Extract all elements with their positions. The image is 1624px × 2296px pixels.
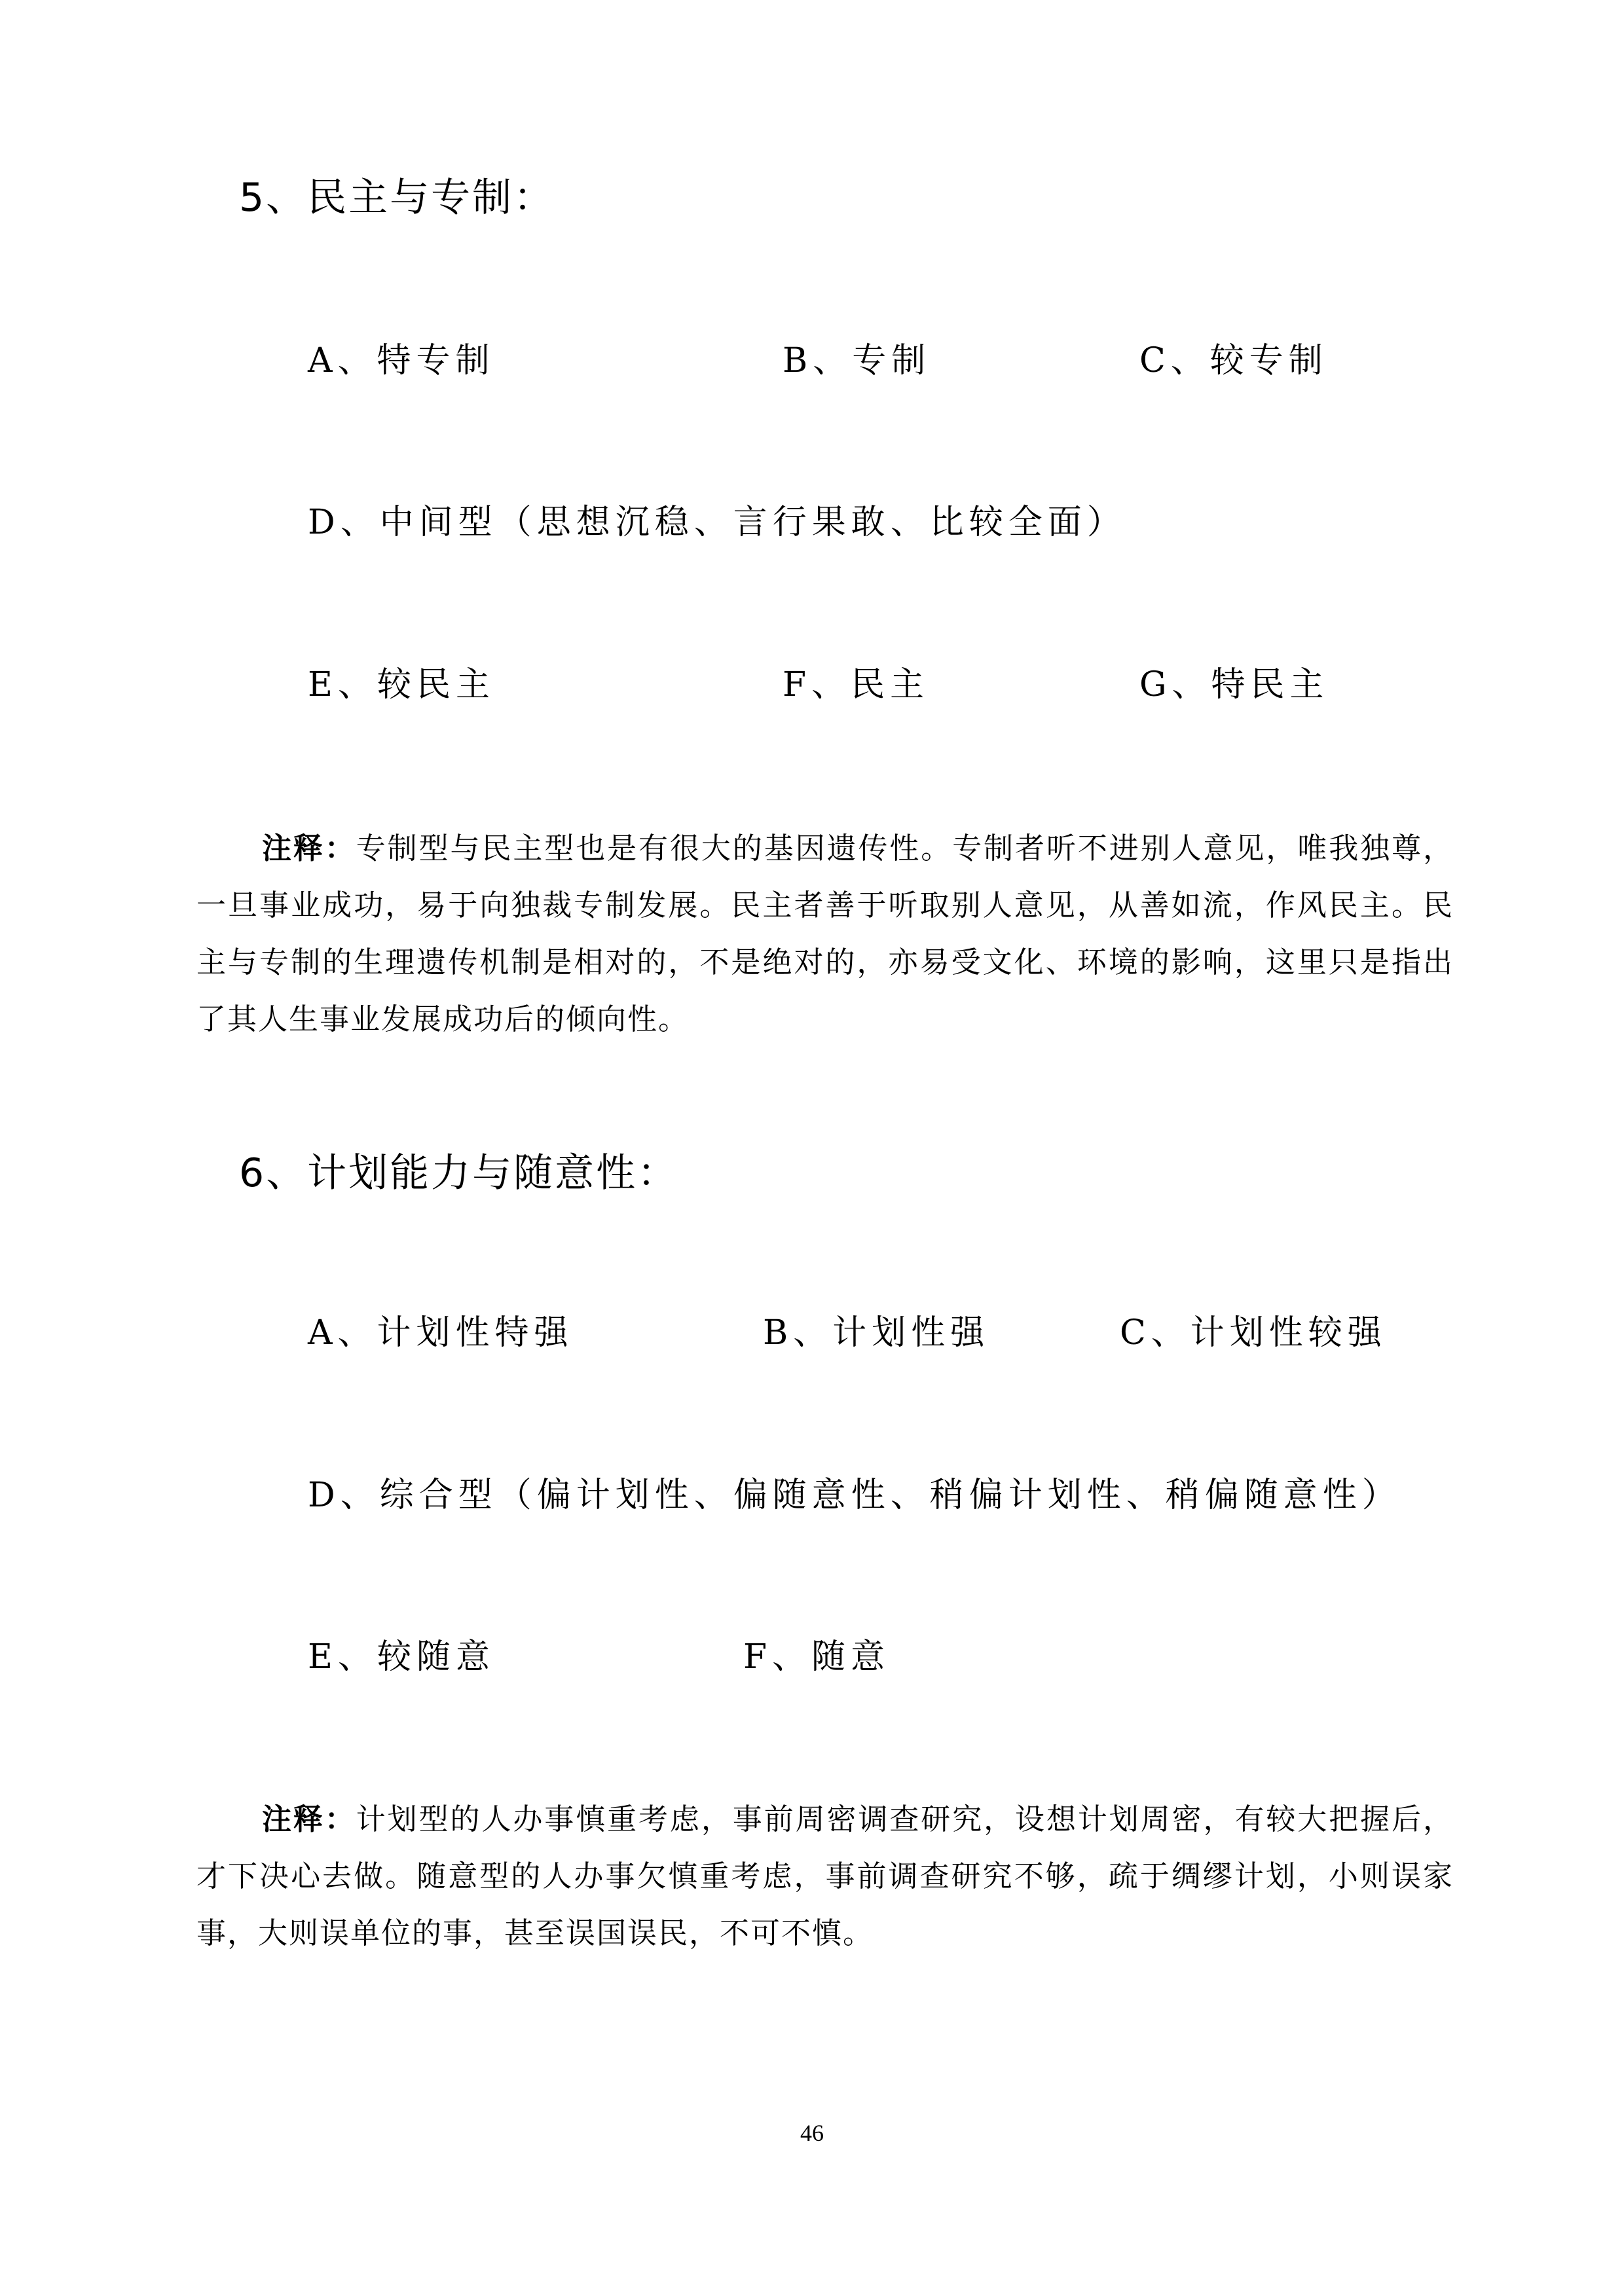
option-5e: E、较民主: [308, 665, 495, 704]
option-6a: A、计划性特强: [308, 1313, 574, 1353]
page-number: 46: [800, 2120, 824, 2146]
option-5a: A、特专制: [308, 341, 495, 380]
note-label: 注释：: [262, 831, 356, 866]
note-text: 专制型与民主型也是有很大的基因遗传性。专制者听不进别人意见，唯我独尊，一旦事业成功，易于向独裁专制发展。民主者善于听取别人意见，从善如流，作风民主。民主与专制的生理遗传机制是相对的，不是绝对的，亦易受文化、环境的影响，这里只是指出了其人生事业发展成功后的倾向性。: [196, 831, 1454, 1036]
section-5-note: [196, 820, 1454, 1048]
option-5f: F、民主: [783, 665, 930, 704]
option-5d: D、中间型（思想沉稳、言行果敢、比较全面）: [308, 503, 1126, 542]
option-6b: B、计划性强: [763, 1313, 990, 1353]
section-5-heading: 5、民主与专制：: [239, 175, 555, 221]
section-6-heading: 6、计划能力与随意性：: [239, 1150, 679, 1196]
option-5c: C、较专制: [1139, 341, 1328, 380]
option-6e: E、较随意: [308, 1637, 495, 1677]
option-5g: G、特民主: [1139, 665, 1329, 704]
option-6c: C、计划性较强: [1120, 1313, 1387, 1353]
option-6f: F、随意: [743, 1637, 891, 1677]
option-6d: D、综合型（偏计划性、偏随意性、稍偏计划性、稍偏随意性）: [308, 1476, 1401, 1515]
section-6-note: [196, 1791, 1454, 1961]
option-5b: B、专制: [783, 341, 931, 380]
note-text: 计划型的人办事慎重考虑，事前周密调查研究，设想计划周密，有较大把握后，才下决心去做。随意型的人办事欠慎重考虑，事前调查研究不够，疏于绸缪计划，小则误家事，大则误单位的事，甚至误国误民，不可不慎。: [196, 1802, 1454, 1950]
note-label: 注释：: [262, 1802, 356, 1836]
